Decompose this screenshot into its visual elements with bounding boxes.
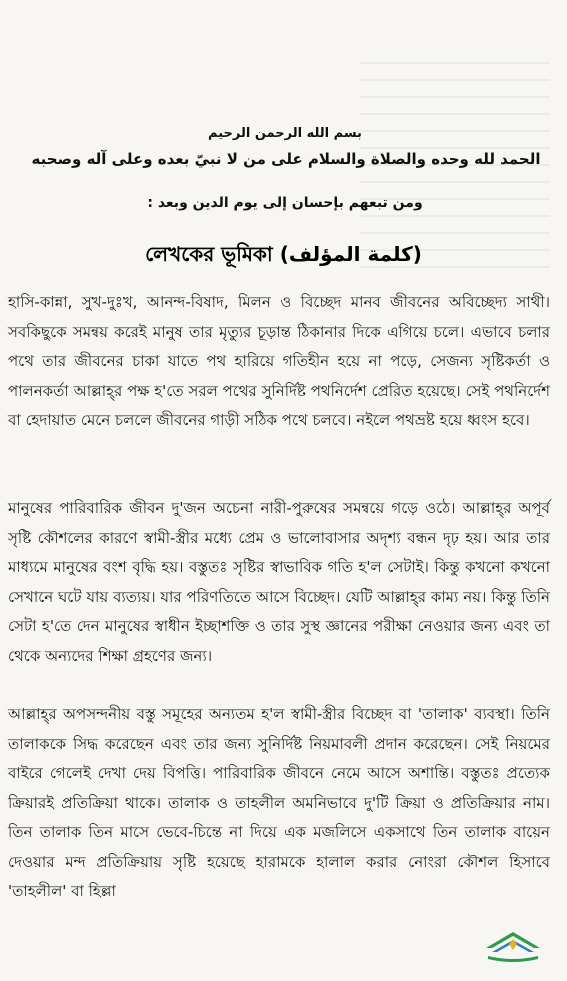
hamd-line: الحمد لله وحده والصلاة والسلام على من لا نبيّ بعده وعلى آله وصحبه <box>31 150 541 168</box>
bismillah: بسم الله الرحمن الرحيم <box>208 126 362 141</box>
publisher-logo-icon <box>482 922 544 964</box>
paragraph-2: মানুষের পারিবারিক জীবন দু'জন অচেনা নারী-পুরুষের সমন্বয়ে গড়ে ওঠে। আল্লাহ্‌র অপূর্ব সৃষ্টি কৌশলের কারণে স্বামী-স্ত্রীর মধ্যে প্রেম ও ভালোবাসার অদৃশ্য বন্ধন দৃঢ় হয়। আর তার মাধ্যমে মানুষের বংশ বৃদ্ধি হয়। বস্তুতঃ সৃষ্টির স্বাভাবিক গতি হ'ল সেটাই। কিন্তু কখনো কখনো সেখানে ঘটে যায় ব্যত্যয়। যার পরিণতিতে আসে বিচ্ছেদ। যেটি আল্লাহ্‌র কাম্য নয়। কিন্তু তিনি সেটা হ'তে দেন মানুষের স্বাধীন ইচ্ছাশক্তি ও তার সুস্থ জ্ঞানের পরীক্ষা নেওয়ার জন্য এবং তা থেকে অন্যদের শিক্ষা গ্রহণের জন্য। <box>8 499 550 665</box>
paragraph-3: আল্লাহ্‌র অপসন্দনীয় বস্তু সমূহের অন্যতম হ'ল স্বামী-স্ত্রীর বিচ্ছেদ বা 'তালাক' ব্যবস্থা। তিনি তালাককে সিদ্ধ করেছেন এবং তার জন্য সুনির্দিষ্ট নিয়মাবলী প্রদান করেছেন। সেই নিয়মের বাইরে গেলেই দেখা দেয় বিপত্তি। পারিবারিক জীবনে নেমে আসে অশান্তি। বস্তুতঃ প্রত্যেক ক্রিয়ারই প্রতিক্রিয়া থাকে। তালাক ও তাহলীল অমনিভাবে দু'টি ক্রিয়া ও প্রতিক্রিয়ার নাম। তিন তালাক তিন মাসে ভেবে-চিন্তে না দিয়ে এক মজলিসে একসাথে তিন তালাক বায়েন দেওয়ার মন্দ প্রতিক্রিয়ায় সৃষ্টি হয়েছে হারামকে হালাল করার নোংরা কৌশল হিসাবে 'তাহলীল' বা হিল্লা <box>8 705 550 900</box>
page-title: লেখকের ভূমিকা (كلمة المؤلف) <box>145 242 422 266</box>
salutation-line: ومن تبعهم بإحسان إلى يوم الدين وبعد : <box>147 195 423 211</box>
paragraph-1: হাসি-কান্না, সুখ-দুঃখ, আনন্দ-বিষাদ, মিলন ও বিচ্ছেদ মানব জীবনের অবিচ্ছেদ্য সাথী। সবকিছুকে সমন্বয় করেই মানুষ তার মৃত্যুর চূড়ান্ত ঠিকানার দিকে এগিয়ে চলে। এভাবে চলার পথে তার জীবনের চাকা যাতে পথ হারিয়ে গতিহীন হয়ে না পড়ে, সেজন্য সৃষ্টিকর্তা ও পালনকর্তা আল্লাহ্‌র পক্ষ হ'তে সরল পথের সুনির্দিষ্ট পথনির্দেশ প্রেরিত হয়েছে। সেই পথনির্দেশ বা হেদায়াত মেনে চললে জীবনের গাড়ী সঠিক পথে চলবে। নইলে পথভ্রষ্ট হয়ে ধ্বংস হবে। <box>8 293 550 429</box>
